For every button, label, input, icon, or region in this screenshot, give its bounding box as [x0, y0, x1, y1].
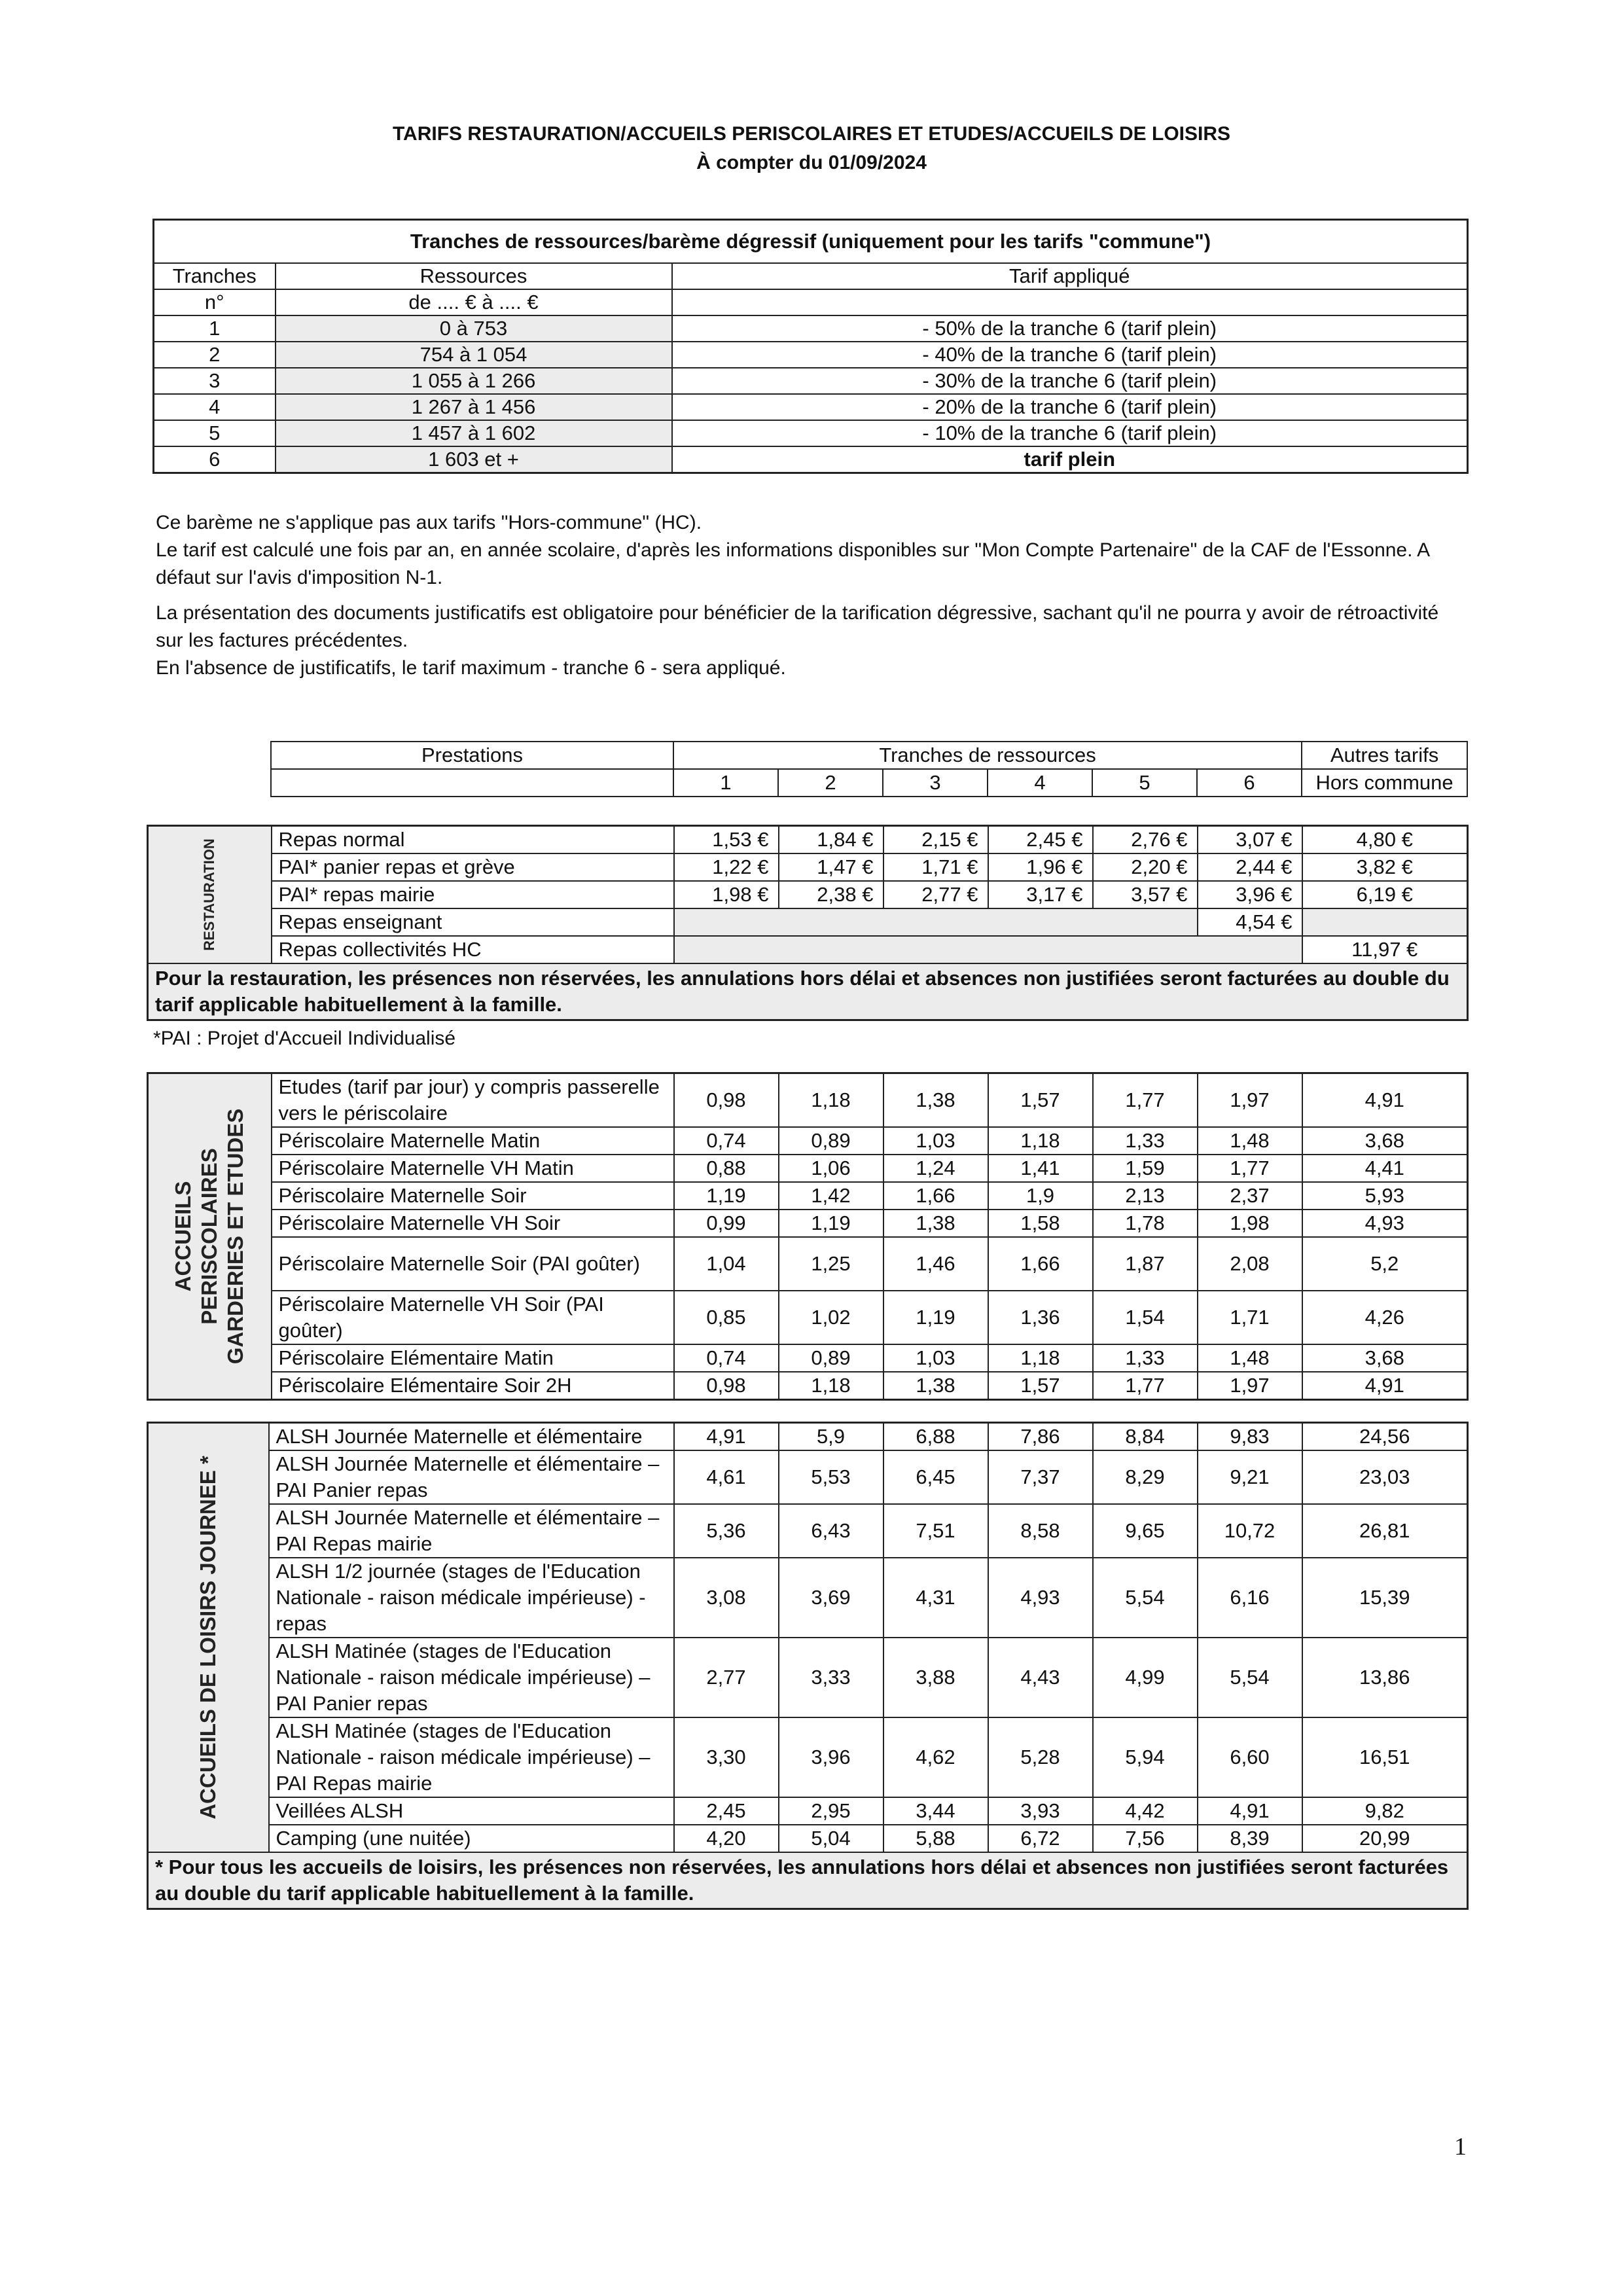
hors-commune-value: 4,41	[1302, 1155, 1468, 1182]
enseignant-value: 4,54 €	[1198, 908, 1302, 936]
tranche-4-value: 3,93	[988, 1797, 1093, 1825]
tranche-4-value: 8,58	[988, 1504, 1093, 1558]
tranche-2-value: 0,89	[779, 1127, 883, 1155]
hors-commune-value: 4,93	[1302, 1210, 1468, 1237]
hors-commune-value: 15,39	[1302, 1558, 1468, 1638]
hors-commune-value: 4,80 €	[1302, 826, 1468, 854]
prestation-label: ALSH Journée Maternelle et élémentaire	[269, 1423, 674, 1451]
tranche-1-value: 1,04	[674, 1237, 779, 1291]
table-row	[148, 1504, 1468, 1558]
tranche-4-value: 4,43	[988, 1638, 1093, 1717]
bareme-tranche-number: 4	[154, 394, 276, 420]
tranche-4-header: 4	[988, 769, 1092, 797]
note-justificatifs: La présentation des documents justificatifs est obligatoire pour bénéficier de la tarification dégressive, sachant qu'il ne pourra y avoir de rétroactivité sur les factures précédentes.	[156, 602, 1439, 651]
tranche-5-value: 1,77	[1093, 1372, 1198, 1400]
bareme-tarif: tarif plein	[672, 446, 1468, 473]
table-row	[148, 1155, 1468, 1182]
tranche-4-value: 3,17 €	[988, 881, 1093, 908]
table-row	[148, 1450, 1468, 1504]
tranche-2-value: 3,33	[779, 1638, 883, 1717]
loisirs-note-row	[148, 1852, 1468, 1909]
bareme-tarif: - 40% de la tranche 6 (tarif plein)	[672, 342, 1468, 368]
tranche-1-value: 3,08	[674, 1558, 779, 1638]
tranche-1-value: 0,99	[674, 1210, 779, 1237]
prestations-blank	[271, 769, 673, 797]
prestation-label: ALSH Matinée (stages de l'Education Nationale - raison médicale impérieuse) – PAI Panier repas	[269, 1638, 674, 1717]
tranche-6-value: 3,96 €	[1198, 881, 1302, 908]
tranche-5-value: 1,87	[1093, 1237, 1198, 1291]
tranche-4-value: 7,37	[988, 1450, 1093, 1504]
tranche-2-value: 3,69	[779, 1558, 883, 1638]
tranche-3-value: 2,77 €	[883, 881, 988, 908]
tranche-3-value: 1,38	[883, 1073, 988, 1128]
tranche-2-value: 1,47 €	[779, 853, 883, 881]
tranche-5-value: 7,56	[1093, 1825, 1198, 1852]
tranche-4-value: 7,86	[988, 1423, 1093, 1451]
bareme-tranche-number: 3	[154, 368, 276, 394]
tranche-3-value: 1,19	[883, 1291, 988, 1344]
table-row	[148, 1372, 1468, 1400]
bareme-tarif: - 20% de la tranche 6 (tarif plein)	[672, 394, 1468, 420]
table-row	[148, 1344, 1468, 1372]
bareme-ressources: 1 267 à 1 456	[276, 394, 672, 420]
tranche-4-value: 1,18	[988, 1344, 1093, 1372]
note-hors-commune: Ce barème ne s'applique pas aux tarifs "Hors-commune" (HC).	[156, 512, 702, 533]
bareme-tarif: - 30% de la tranche 6 (tarif plein)	[672, 368, 1468, 394]
tranche-1-value: 0,74	[674, 1344, 779, 1372]
tranche-1-value: 0,98	[674, 1372, 779, 1400]
tranche-5-value: 4,99	[1093, 1638, 1198, 1717]
restauration-side-text: RESTAURATION	[201, 838, 218, 951]
tranche-1-value: 3,30	[674, 1717, 779, 1797]
tranche-2-value: 1,25	[779, 1237, 883, 1291]
tranche-1-value: 0,98	[674, 1073, 779, 1128]
bareme-tranche-number: 5	[154, 420, 276, 446]
tranche-1-header: 1	[673, 769, 778, 797]
hors-commune-value: 23,03	[1302, 1450, 1468, 1504]
tranche-1-value: 1,98 €	[674, 881, 779, 908]
autres-tarifs-label: Autres tarifs	[1302, 742, 1467, 769]
tranche-5-value: 1,59	[1093, 1155, 1198, 1182]
note-absence: En l'absence de justificatifs, le tarif maximum - tranche 6 - sera appliqué.	[156, 657, 786, 679]
tranche-3-value: 1,46	[883, 1237, 988, 1291]
bareme-tarif: - 10% de la tranche 6 (tarif plein)	[672, 420, 1468, 446]
tranche-2-value: 1,84 €	[779, 826, 883, 854]
tranche-1-value: 4,61	[674, 1450, 779, 1504]
hors-commune-value: 16,51	[1302, 1717, 1468, 1797]
prestation-label: Périscolaire Elémentaire Matin	[272, 1344, 674, 1372]
tranche-4-value: 2,45 €	[988, 826, 1093, 854]
tranche-5-value: 8,29	[1093, 1450, 1198, 1504]
loisirs-table	[147, 1422, 1469, 1910]
tranche-1-value: 2,45	[674, 1797, 779, 1825]
tranche-3-value: 1,24	[883, 1155, 988, 1182]
hors-commune-value: 9,82	[1302, 1797, 1468, 1825]
tranche-4-value: 1,41	[988, 1155, 1093, 1182]
bareme-row	[154, 342, 1468, 368]
restauration-note: Pour la restauration, les présences non réservées, les annulations hors délai et absences non justifiées seront facturées au double du tarif applicable habituellement à la famille.	[148, 963, 1468, 1020]
tranche-6-value: 2,44 €	[1198, 853, 1302, 881]
hors-commune-value: 3,68	[1302, 1344, 1468, 1372]
table-row	[148, 1210, 1468, 1237]
tranche-6-value: 1,97	[1198, 1372, 1302, 1400]
hors-commune-value: 3,82 €	[1302, 853, 1468, 881]
hors-commune-value: 26,81	[1302, 1504, 1468, 1558]
table-row	[148, 881, 1468, 908]
bareme-col-ressources: Ressources	[276, 263, 672, 289]
prestation-label: Veillées ALSH	[269, 1797, 674, 1825]
hors-commune-value: 20,99	[1302, 1825, 1468, 1852]
bareme-row	[154, 394, 1468, 420]
hors-commune-value: 3,68	[1302, 1127, 1468, 1155]
tranche-6-value: 2,37	[1198, 1182, 1302, 1210]
hors-commune-value: 5,2	[1302, 1237, 1468, 1291]
tranche-6-value: 6,16	[1198, 1558, 1302, 1638]
hors-commune-value: 5,93	[1302, 1182, 1468, 1210]
bareme-col-tarif: Tarif appliqué	[672, 263, 1468, 289]
tranche-1-value: 0,88	[674, 1155, 779, 1182]
tranche-2-value: 1,18	[779, 1073, 883, 1128]
tranche-6-value: 1,48	[1198, 1127, 1302, 1155]
bareme-tranche-number: 1	[154, 315, 276, 342]
bareme-heading: Tranches de ressources/barème dégressif (uniquement pour les tarifs "commune")	[154, 220, 1468, 264]
tranche-3-value: 3,44	[883, 1797, 988, 1825]
accueils-side-text: GARDERIES ET ETUDES	[223, 1108, 248, 1365]
prestation-label: ALSH Journée Maternelle et élémentaire – PAI Panier repas	[269, 1450, 674, 1504]
tranche-3-value: 2,15 €	[883, 826, 988, 854]
bareme-sub-ressources: de .... € à .... €	[276, 289, 672, 315]
prestation-label: PAI* repas mairie	[272, 881, 674, 908]
tranche-5-value: 1,33	[1093, 1127, 1198, 1155]
tranche-4-value: 6,72	[988, 1825, 1093, 1852]
bareme-table	[152, 219, 1469, 474]
table-row	[148, 1127, 1468, 1155]
tranches-label: Tranches de ressources	[673, 742, 1302, 769]
tranche-3-value: 1,03	[883, 1127, 988, 1155]
bareme-ressources: 1 055 à 1 266	[276, 368, 672, 394]
table-row	[148, 826, 1468, 854]
tranche-2-value: 5,53	[779, 1450, 883, 1504]
table-row	[148, 1638, 1468, 1717]
hors-commune-header: Hors commune	[1302, 769, 1467, 797]
tranche-4-value: 1,58	[988, 1210, 1093, 1237]
tranche-3-value: 4,31	[883, 1558, 988, 1638]
tranche-5-value: 2,13	[1093, 1182, 1198, 1210]
tranche-4-value: 1,36	[988, 1291, 1093, 1344]
tranche-1-value: 1,22 €	[674, 853, 779, 881]
tranche-2-header: 2	[778, 769, 883, 797]
tranche-2-value: 2,38 €	[779, 881, 883, 908]
table-row	[148, 1825, 1468, 1852]
tranche-4-value: 1,66	[988, 1237, 1093, 1291]
tranche-2-value: 5,04	[779, 1825, 883, 1852]
prestation-label: Périscolaire Maternelle VH Soir (PAI goûter)	[272, 1291, 674, 1344]
tranche-4-value: 1,57	[988, 1073, 1093, 1128]
accueils-side-text: PERISCOLAIRES	[197, 1148, 222, 1325]
enseignant-hc-blank	[1302, 908, 1468, 936]
tranche-3-value: 6,45	[883, 1450, 988, 1504]
tranche-1-value: 4,20	[674, 1825, 779, 1852]
table-row	[148, 1423, 1468, 1451]
tranche-2-value: 1,42	[779, 1182, 883, 1210]
tranche-4-value: 4,93	[988, 1558, 1093, 1638]
tranche-1-value: 0,74	[674, 1127, 779, 1155]
prestation-label: ALSH Journée Maternelle et élémentaire – PAI Repas mairie	[269, 1504, 674, 1558]
tranche-6-value: 4,91	[1198, 1797, 1302, 1825]
bareme-tranche-number: 2	[154, 342, 276, 368]
tranche-3-value: 1,03	[883, 1344, 988, 1372]
tranche-5-value: 5,54	[1093, 1558, 1198, 1638]
prestation-label: Etudes (tarif par jour) y compris passerelle vers le périscolaire	[272, 1073, 674, 1128]
prestation-label: Périscolaire Maternelle Soir	[272, 1182, 674, 1210]
tranche-6-value: 1,98	[1198, 1210, 1302, 1237]
bareme-row	[154, 420, 1468, 446]
tranche-5-value: 1,78	[1093, 1210, 1198, 1237]
table-row	[148, 1237, 1468, 1291]
tranche-3-value: 1,38	[883, 1372, 988, 1400]
tranche-6-value: 1,77	[1198, 1155, 1302, 1182]
bareme-col-tranches: Tranches	[154, 263, 276, 289]
tranche-2-value: 5,9	[779, 1423, 883, 1451]
tranche-2-value: 1,18	[779, 1372, 883, 1400]
prestation-label: Périscolaire Elémentaire Soir 2H	[272, 1372, 674, 1400]
tranche-4-value: 1,57	[988, 1372, 1093, 1400]
tranche-6-value: 1,71	[1198, 1291, 1302, 1344]
tranche-2-value: 0,89	[779, 1344, 883, 1372]
tranche-6-value: 10,72	[1198, 1504, 1302, 1558]
prestation-label: ALSH 1/2 journée (stages de l'Education Nationale - raison médicale impérieuse) - repas	[269, 1558, 674, 1638]
bareme-sub-tranches: n°	[154, 289, 276, 315]
pai-note: *PAI : Projet d'Accueil Individualisé	[153, 1028, 456, 1049]
bareme-ressources: 0 à 753	[276, 315, 672, 342]
tranche-6-value: 3,07 €	[1198, 826, 1302, 854]
table-row	[148, 1717, 1468, 1797]
collectivites-blank	[674, 936, 1302, 963]
tranche-5-value: 2,20 €	[1093, 853, 1198, 881]
tranche-1-value: 1,53 €	[674, 826, 779, 854]
prestation-label: PAI* panier repas et grève	[272, 853, 674, 881]
tranche-4-value: 1,96 €	[988, 853, 1093, 881]
prestation-label: Périscolaire Maternelle Matin	[272, 1127, 674, 1155]
tranche-6-value: 9,83	[1198, 1423, 1302, 1451]
tranche-5-value: 9,65	[1093, 1504, 1198, 1558]
tranche-5-value: 1,54	[1093, 1291, 1198, 1344]
table-row	[148, 853, 1468, 881]
tranche-2-value: 3,96	[779, 1717, 883, 1797]
tranche-1-value: 4,91	[674, 1423, 779, 1451]
document-title: TARIFS RESTAURATION/ACCUEILS PERISCOLAIRES ET ETUDES/ACCUEILS DE LOISIRS	[392, 123, 1231, 145]
hors-commune-value: 13,86	[1302, 1638, 1468, 1717]
prestations-label: Prestations	[271, 742, 673, 769]
collectivites-value: 11,97 €	[1302, 936, 1468, 963]
bareme-notes	[156, 509, 1465, 690]
table-row	[148, 1558, 1468, 1638]
accueils-table	[147, 1072, 1469, 1401]
tranche-3-value: 3,88	[883, 1638, 988, 1717]
tranche-6-value: 1,48	[1198, 1344, 1302, 1372]
table-row	[148, 1073, 1468, 1128]
tranche-3-value: 4,62	[883, 1717, 988, 1797]
bareme-ressources: 1 603 et +	[276, 446, 672, 473]
bareme-row	[154, 368, 1468, 394]
tranche-4-value: 5,28	[988, 1717, 1093, 1797]
bareme-ressources: 754 à 1 054	[276, 342, 672, 368]
tranche-6-value: 5,54	[1198, 1638, 1302, 1717]
tranche-3-value: 1,66	[883, 1182, 988, 1210]
tranche-5-value: 1,33	[1093, 1344, 1198, 1372]
tranche-4-value: 1,18	[988, 1127, 1093, 1155]
bareme-tranche-number: 6	[154, 446, 276, 473]
tranche-5-header: 5	[1092, 769, 1197, 797]
bareme-tarif: - 50% de la tranche 6 (tarif plein)	[672, 315, 1468, 342]
tranche-3-value: 1,38	[883, 1210, 988, 1237]
note-calcul: Le tarif est calculé une fois par an, en année scolaire, d'après les informations disponibles sur "Mon Compte Partenaire" de la CAF de l'Essonne. A défaut sur l'avis d'imposition N-1.	[156, 539, 1429, 588]
restauration-table	[147, 825, 1469, 1021]
tranche-1-value: 0,85	[674, 1291, 779, 1344]
bareme-ressources: 1 457 à 1 602	[276, 420, 672, 446]
tranche-3-value: 6,88	[883, 1423, 988, 1451]
prestation-label: Repas collectivités HC	[272, 936, 674, 963]
bareme-row	[154, 315, 1468, 342]
tranche-3-value: 7,51	[883, 1504, 988, 1558]
tranche-2-value: 1,06	[779, 1155, 883, 1182]
accueils-side-text: ACCUEILS	[171, 1181, 196, 1292]
tranche-1-value: 5,36	[674, 1504, 779, 1558]
loisirs-note: * Pour tous les accueils de loisirs, les présences non réservées, les annulations hors délai et absences non justifiées seront facturées au double du tarif applicable habituellement à la famille.	[148, 1852, 1468, 1909]
prestation-label: Périscolaire Maternelle VH Matin	[272, 1155, 674, 1182]
tranche-6-value: 1,97	[1198, 1073, 1302, 1128]
table-row	[148, 1182, 1468, 1210]
tranche-3-header: 3	[883, 769, 988, 797]
hors-commune-value: 4,91	[1302, 1073, 1468, 1128]
tranche-3-value: 5,88	[883, 1825, 988, 1852]
restauration-note-row	[148, 963, 1468, 1020]
tranche-6-value: 6,60	[1198, 1717, 1302, 1797]
tranche-2-value: 1,02	[779, 1291, 883, 1344]
tranche-2-value: 6,43	[779, 1504, 883, 1558]
tranche-5-value: 4,42	[1093, 1797, 1198, 1825]
tranche-2-value: 1,19	[779, 1210, 883, 1237]
prestations-header	[270, 741, 1468, 797]
hors-commune-value: 4,26	[1302, 1291, 1468, 1344]
prestation-label: Camping (une nuitée)	[269, 1825, 674, 1852]
prestation-label: Périscolaire Maternelle Soir (PAI goûter)	[272, 1237, 674, 1291]
tranche-6-value: 2,08	[1198, 1237, 1302, 1291]
hors-commune-value: 24,56	[1302, 1423, 1468, 1451]
loisirs-side-label	[148, 1423, 269, 1853]
tranche-6-value: 9,21	[1198, 1450, 1302, 1504]
tranche-5-value: 5,94	[1093, 1717, 1198, 1797]
tranche-2-value: 2,95	[779, 1797, 883, 1825]
table-row	[148, 936, 1468, 963]
hors-commune-value: 6,19 €	[1302, 881, 1468, 908]
document-subtitle: À compter du 01/09/2024	[696, 152, 927, 173]
page-number: 1	[1454, 2133, 1467, 2161]
tranche-6-value: 8,39	[1198, 1825, 1302, 1852]
restauration-side-label	[148, 826, 272, 964]
table-row	[148, 1797, 1468, 1825]
table-row	[148, 908, 1468, 936]
tranche-5-value: 2,76 €	[1093, 826, 1198, 854]
tranche-1-value: 1,19	[674, 1182, 779, 1210]
tranche-3-value: 1,71 €	[883, 853, 988, 881]
prestation-label: ALSH Matinée (stages de l'Education Nationale - raison médicale impérieuse) – PAI Repas mairie	[269, 1717, 674, 1797]
prestation-label: Périscolaire Maternelle VH Soir	[272, 1210, 674, 1237]
prestation-label: Repas normal	[272, 826, 674, 854]
tranche-1-value: 2,77	[674, 1638, 779, 1717]
tranche-5-value: 8,84	[1093, 1423, 1198, 1451]
enseignant-blank	[674, 908, 1198, 936]
table-row	[148, 1291, 1468, 1344]
bareme-row	[154, 446, 1468, 473]
hors-commune-value: 4,91	[1302, 1372, 1468, 1400]
loisirs-side-text: ACCUEILS DE LOISIRS JOURNEE *	[196, 1456, 221, 1820]
prestation-label: Repas enseignant	[272, 908, 674, 936]
accueils-side-label	[148, 1073, 272, 1400]
tranche-5-value: 1,77	[1093, 1073, 1198, 1128]
bareme-sub-tarif	[672, 289, 1468, 315]
tranche-4-value: 1,9	[988, 1182, 1093, 1210]
tranche-6-header: 6	[1197, 769, 1302, 797]
tranche-5-value: 3,57 €	[1093, 881, 1198, 908]
